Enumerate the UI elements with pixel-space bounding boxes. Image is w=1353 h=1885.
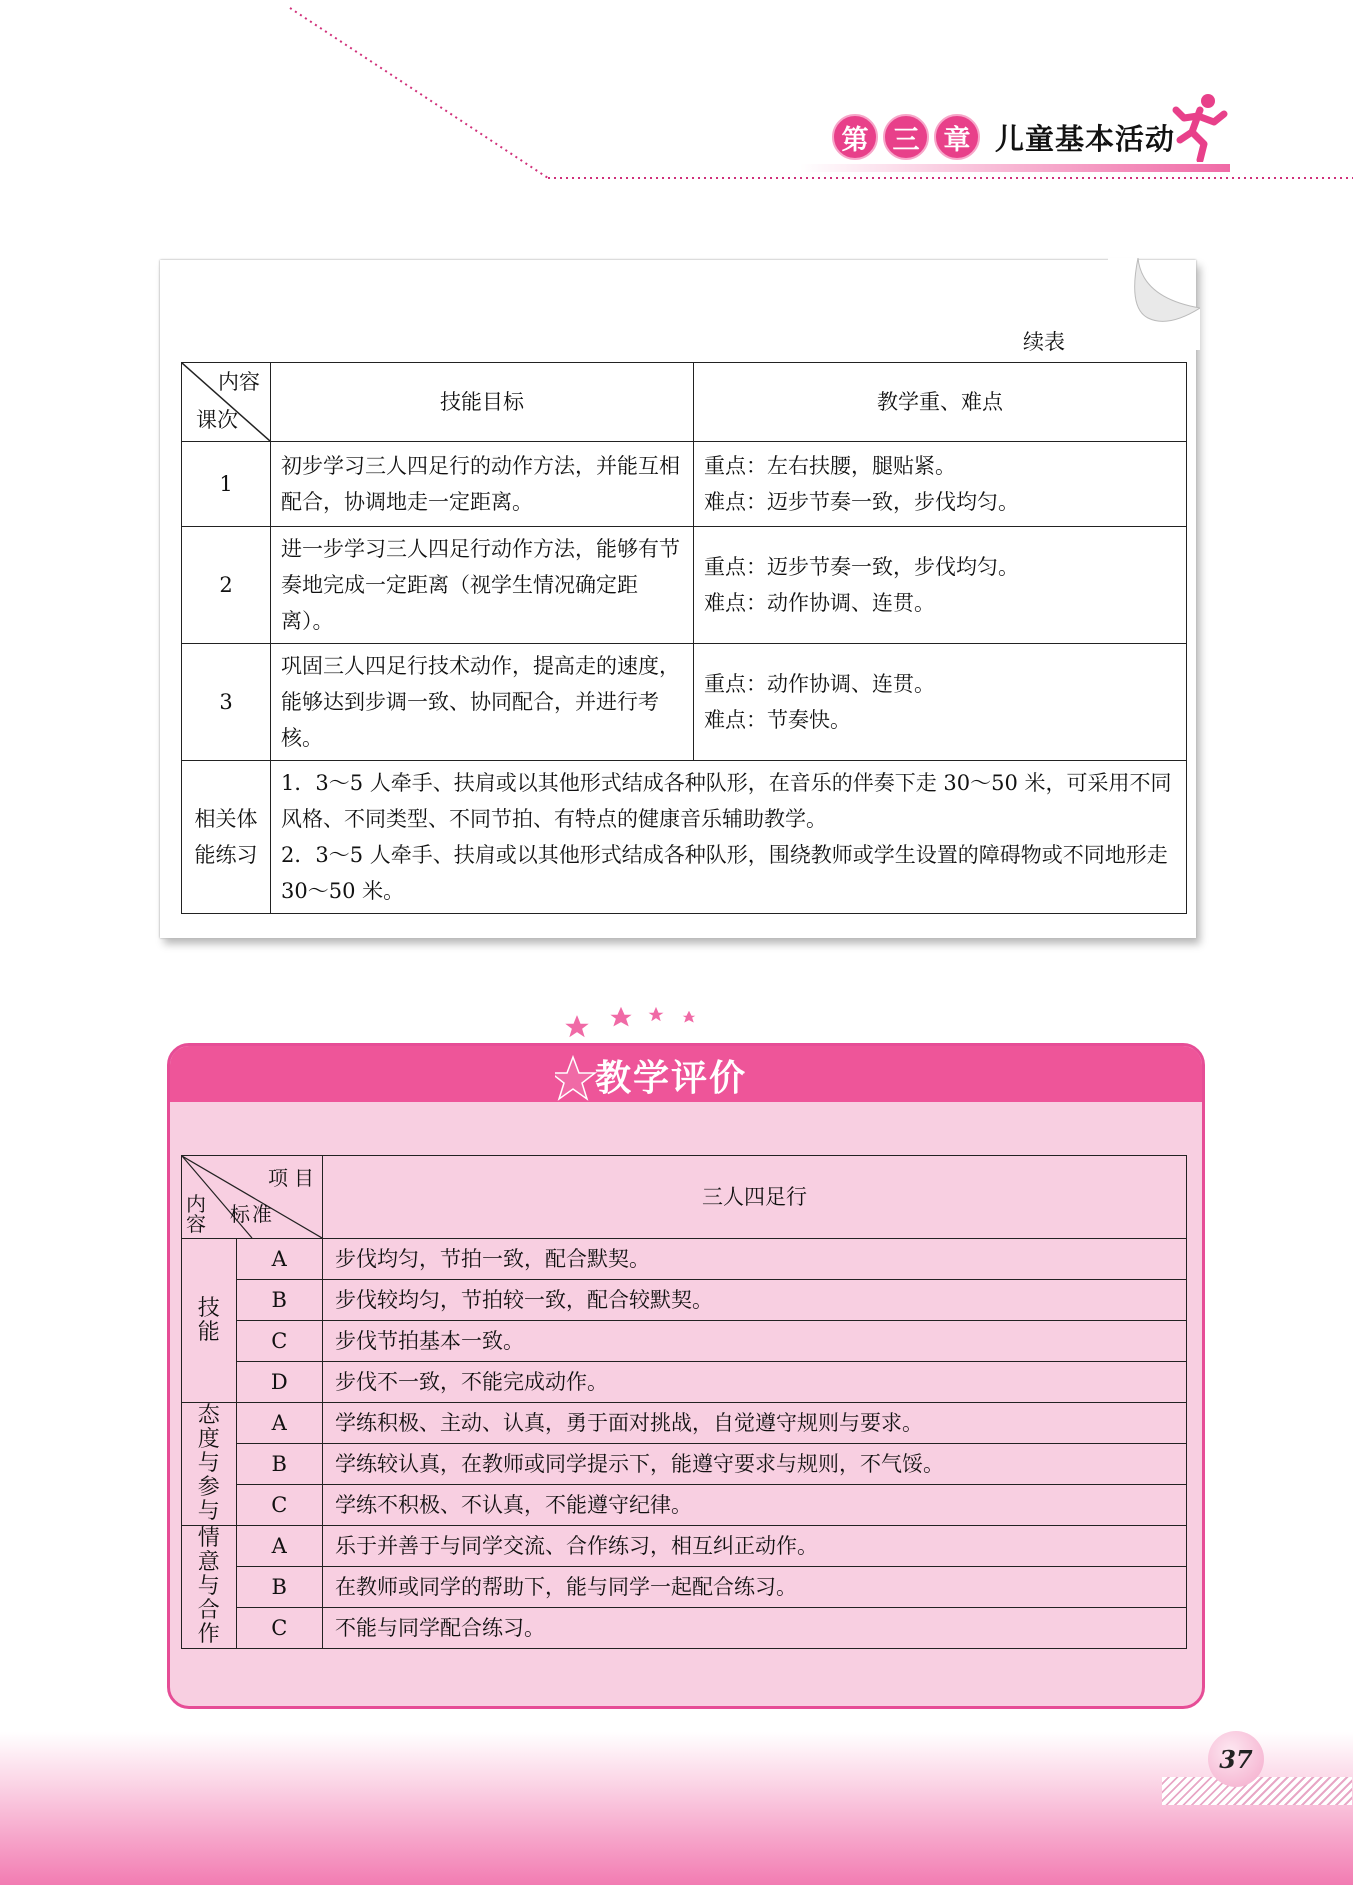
evaluation-title: 教学评价 [595, 1058, 748, 1099]
focus-point: 重点：迈步节奏一致，步伐均匀。 [704, 555, 1019, 579]
skill-goal: 初步学习三人四足行的动作方法，并能互相配合，协调地走一定距离。 [271, 442, 694, 527]
level-cell: B [236, 1280, 322, 1321]
page-number: 37 [1208, 1731, 1264, 1787]
category-cell [182, 1526, 237, 1649]
category-label: 技能 [197, 1295, 220, 1345]
level-cell: B [236, 1444, 322, 1485]
level-cell: C [236, 1321, 322, 1362]
table-row [182, 442, 1187, 527]
corner-content-label: 内容 [186, 1192, 210, 1236]
criteria-cell: 步伐均匀，节拍一致，配合默契。 [323, 1239, 1187, 1280]
criteria-cell: 不能与同学配合练习。 [323, 1608, 1187, 1649]
skill-goal: 巩固三人四足行技术动作，提高走的速度，能够达到步调一致、协同配合，并进行考核。 [271, 644, 694, 761]
corner-cell [182, 363, 271, 442]
column-header: 教学重、难点 [694, 363, 1187, 442]
level-cell: A [236, 1239, 322, 1280]
evaluation-table [181, 1155, 1187, 1649]
focus-point: 重点：左右扶腰，腿贴紧。 [704, 454, 956, 478]
category-label: 情意与合作 [197, 1526, 220, 1647]
page-curl-icon [1108, 258, 1200, 350]
level-cell: B [236, 1567, 322, 1608]
extra-label: 相关体能练习 [182, 761, 271, 914]
chapter-title: 儿童基本活动 [995, 121, 1176, 156]
table-row [182, 644, 1187, 761]
key-points [694, 527, 1187, 644]
criteria-cell: 学练较认真，在教师或同学提示下，能遵守要求与规则，不气馁。 [323, 1444, 1187, 1485]
skill-goal: 进一步学习三人四足行动作方法，能够有节奏地完成一定距离（视学生情况确定距离）。 [271, 527, 694, 644]
runner-icon [1170, 92, 1230, 162]
lesson-number: 2 [182, 527, 271, 644]
level-cell: A [236, 1403, 322, 1444]
table-row [182, 1403, 1187, 1444]
header-bar [800, 164, 1230, 172]
difficulty-point: 难点：节奏快。 [704, 708, 851, 732]
criteria-cell: 步伐不一致，不能完成动作。 [323, 1362, 1187, 1403]
category-cell [182, 1403, 237, 1526]
table-row [182, 1362, 1187, 1403]
extra-item: 1．3～5 人牵手、扶肩或以其他形式结成各种队形，在音乐的伴奏下走 30～50 米，可采用不同风格、不同类型、不同节拍、有特点的健康音乐辅助教学。 [281, 771, 1172, 831]
focus-point: 重点：动作协调、连贯。 [704, 672, 935, 696]
table-row [182, 1444, 1187, 1485]
lesson-number: 1 [182, 442, 271, 527]
table-row [182, 1608, 1187, 1649]
criteria-cell: 步伐节拍基本一致。 [323, 1321, 1187, 1362]
criteria-cell: 学练积极、主动、认真，勇于面对挑战，自觉遵守规则与要求。 [323, 1403, 1187, 1444]
criteria-cell: 乐于并善于与同学交流、合作练习，相互纠正动作。 [323, 1526, 1187, 1567]
table-row [182, 761, 1187, 914]
category-cell [182, 1239, 237, 1403]
level-cell: A [236, 1526, 322, 1567]
difficulty-point: 难点：迈步节奏一致，步伐均匀。 [704, 490, 1019, 514]
corner-item-label: 项目 [268, 1166, 320, 1190]
table-row [182, 1280, 1187, 1321]
chapter-chip: 三 [883, 114, 929, 160]
table-row [182, 1239, 1187, 1280]
criteria-cell: 学练不积极、不认真，不能遵守纪律。 [323, 1485, 1187, 1526]
table-row [182, 1485, 1187, 1526]
table-row [182, 1567, 1187, 1608]
table-row [182, 1526, 1187, 1567]
level-cell: D [236, 1362, 322, 1403]
corner-bottom-label: 课次 [196, 408, 238, 432]
extra-exercises [271, 761, 1187, 914]
continued-label: 续表 [1023, 330, 1065, 354]
table-row [182, 1321, 1187, 1362]
criteria-cell: 在教师或同学的帮助下，能与同学一起配合练习。 [323, 1567, 1187, 1608]
level-cell: C [236, 1608, 322, 1649]
corner-cell [182, 1156, 323, 1239]
category-label: 态度与参与 [197, 1403, 220, 1524]
level-cell: C [236, 1485, 322, 1526]
lesson-table [181, 362, 1187, 914]
difficulty-point: 难点：动作协调、连贯。 [704, 591, 935, 615]
extra-item: 2．3～5 人牵手、扶肩或以其他形式结成各种队形，围绕教师或学生设置的障碍物或不同地形走 30～50 米。 [281, 843, 1168, 903]
footer-band [0, 1732, 1353, 1885]
column-header: 三人四足行 [323, 1156, 1187, 1239]
criteria-cell: 步伐较均匀，节拍较一致，配合较默契。 [323, 1280, 1187, 1321]
chapter-chip: 章 [934, 114, 980, 160]
corner-standard-label: 标准 [230, 1202, 274, 1226]
footer-stripes [1162, 1777, 1352, 1805]
key-points [694, 442, 1187, 527]
lesson-number: 3 [182, 644, 271, 761]
corner-top-label: 内容 [218, 370, 260, 394]
column-header: 技能目标 [271, 363, 694, 442]
table-row [182, 527, 1187, 644]
chapter-heading [832, 112, 1175, 162]
key-points [694, 644, 1187, 761]
chapter-chip: 第 [832, 114, 878, 160]
